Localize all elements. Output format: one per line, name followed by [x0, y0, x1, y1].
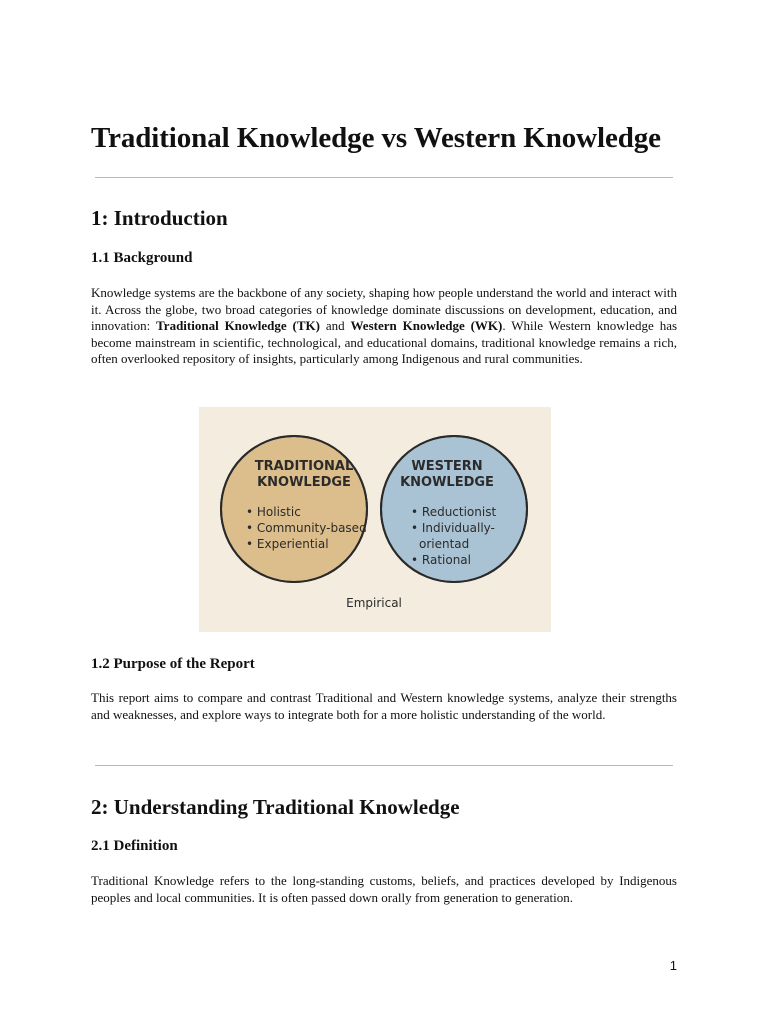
venn-diagram	[199, 407, 551, 632]
western-title-line1: WESTERN	[411, 459, 483, 474]
horizontal-divider	[95, 177, 673, 178]
section-heading-understanding: 2: Understanding Traditional Knowledge	[91, 795, 460, 819]
empirical-label: Empirical	[346, 596, 402, 610]
background-text-start: Knowledge systems are the backbone of any society, shaping how people understand the world and interact with it. Across the globe, two broad categories of knowledge dominate discussions on development, education, and innovation:	[91, 285, 677, 333]
western-item-rational: • Rational	[411, 553, 471, 567]
subsection-heading-purpose: 1.2 Purpose of the Report	[91, 656, 255, 672]
background-text-end: . While Western knowledge has become mainstream in scientific, technological, and educational domains, traditional knowledge remains a rich, often overlooked repository of insights, particularly among Indigenous and rural communities.	[91, 318, 678, 366]
horizontal-divider	[95, 765, 673, 766]
traditional-title-line1: TRADITIONAL	[254, 459, 354, 474]
purpose-paragraph: This report aims to compare and contrast Traditional and Western knowledge systems, analyze their strengths and weaknesses, and explore ways to integrate both for a more holistic understanding of the world.	[91, 690, 677, 722]
western-item-reductionist: • Reductionist	[411, 505, 497, 519]
western-item-oriented: orientad	[419, 537, 470, 551]
traditional-item-holistic: • Holistic	[246, 505, 301, 519]
traditional-item-community: • Community-based	[246, 521, 367, 535]
subsection-heading-background: 1.1 Background	[91, 250, 193, 266]
definition-paragraph: Traditional Knowledge refers to the long-standing customs, beliefs, and practices developed by Indigenous peoples and local communities. It is often passed down orally from generation to generation.	[91, 873, 677, 905]
conjunction-text: and	[320, 318, 351, 333]
western-item-individually: • Individually-	[411, 521, 495, 535]
document-title: Traditional Knowledge vs Western Knowledge	[91, 122, 661, 154]
page-number: 1	[669, 958, 677, 973]
venn-diagram-figure	[199, 407, 551, 632]
term-western-knowledge: Western Knowledge (WK)	[350, 318, 503, 333]
term-traditional-knowledge: Traditional Knowledge (TK)	[156, 318, 320, 333]
traditional-title-line2: KNOWLEDGE	[257, 475, 351, 490]
subsection-heading-definition: 2.1 Definition	[91, 838, 178, 854]
background-paragraph	[91, 285, 677, 368]
traditional-item-experiential: • Experiential	[246, 537, 329, 551]
western-title-line2: KNOWLEDGE	[400, 475, 494, 490]
section-heading-introduction: 1: Introduction	[91, 206, 228, 230]
